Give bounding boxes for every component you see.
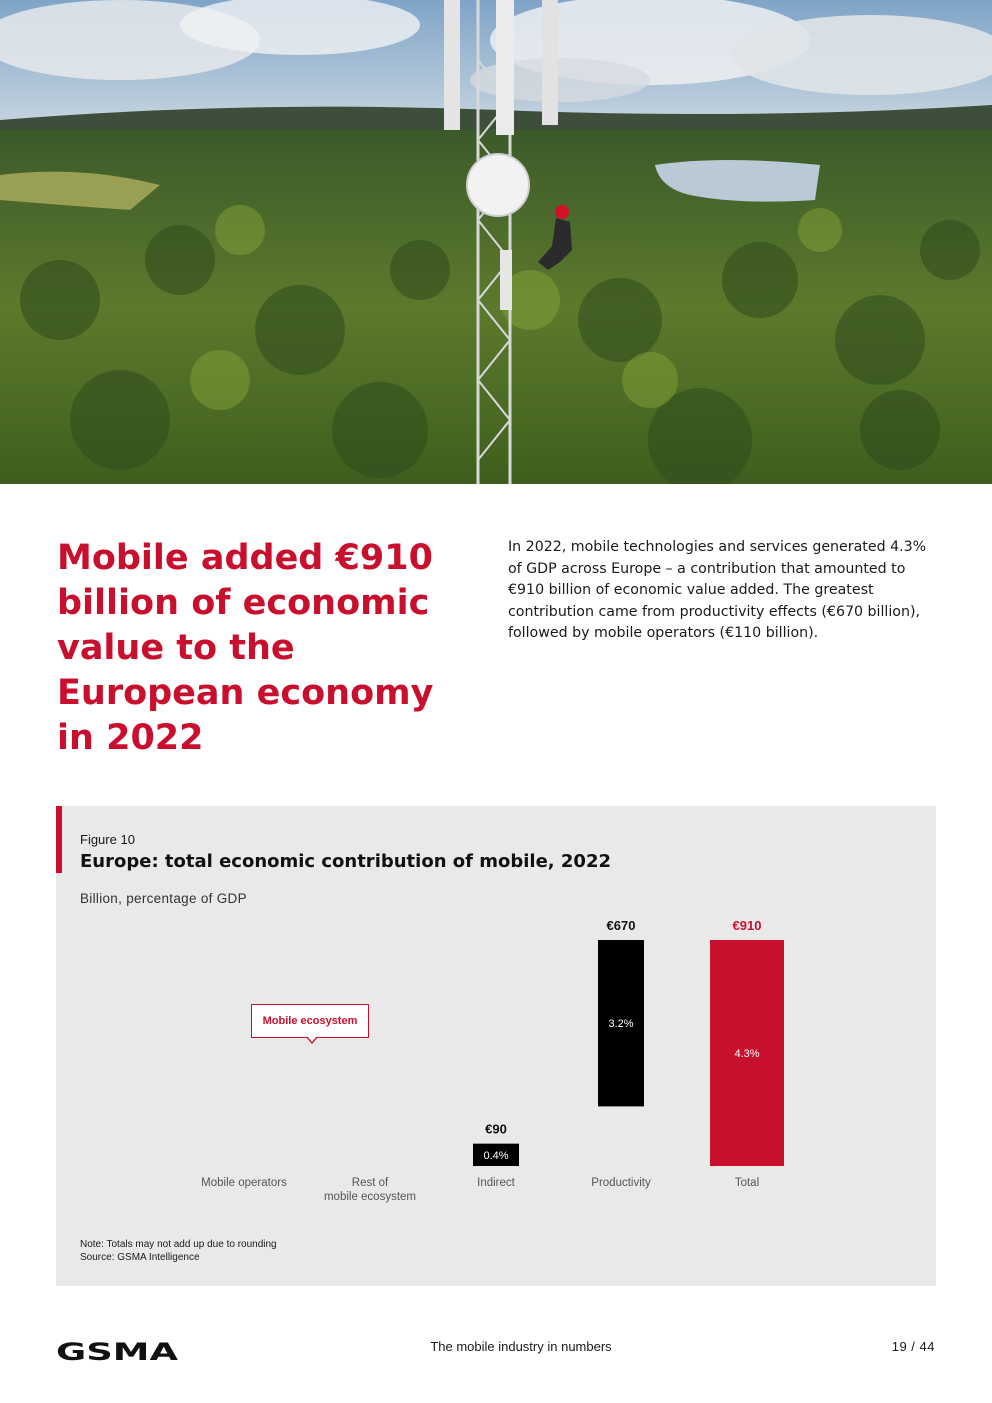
figure-subtitle: Billion, percentage of GDP (80, 891, 247, 906)
category-label: Mobile operators (201, 1177, 287, 1189)
gdp-share-label: 4.3% (734, 1048, 760, 1060)
svg-text:GSMA: GSMA (56, 1340, 178, 1362)
footer-title: The mobile industry in numbers (430, 1339, 612, 1354)
waterfall-chart (56, 806, 936, 1286)
gdp-share-label: 3.2% (608, 1018, 634, 1031)
figure-label: Figure 10 (80, 832, 135, 847)
category-label: Total (734, 1177, 760, 1189)
figure-panel (56, 806, 936, 1286)
hero-photo (0, 0, 992, 484)
figure-title: Europe: total economic contribution of mobile, 2022 (80, 851, 611, 872)
figure-notes (80, 1238, 277, 1264)
intro-paragraph: In 2022, mobile technologies and services generated 4.3% of GDP across Europe – a contribution that amounted to €910 billion of economic value added. The greatest contribution came from productivity effects (€670 billion), followed by mobile operators (€110 billion). (508, 539, 927, 642)
gdp-share-label: 0.4% (483, 1149, 509, 1162)
note-text: Note: Totals may not add up due to rounding (80, 1239, 277, 1250)
category-label: Rest of (351, 1177, 389, 1189)
page-headline: Mobile added €910 billion of economic value to the European economy in 2022 (57, 538, 434, 758)
callout-pointer (306, 1037, 318, 1044)
category-label: Productivity (591, 1177, 651, 1189)
category-label: mobile ecosystem (323, 1191, 417, 1203)
source-text: Source: GSMA Intelligence (80, 1252, 200, 1263)
category-label: Indirect (477, 1177, 515, 1189)
value-label: €90 (485, 1121, 507, 1137)
value-label: €670 (606, 918, 636, 933)
value-label: €910 (732, 918, 762, 933)
page-number: 19 / 44 (891, 1339, 935, 1354)
mobile-ecosystem-callout: Mobile ecosystem (251, 1004, 369, 1038)
